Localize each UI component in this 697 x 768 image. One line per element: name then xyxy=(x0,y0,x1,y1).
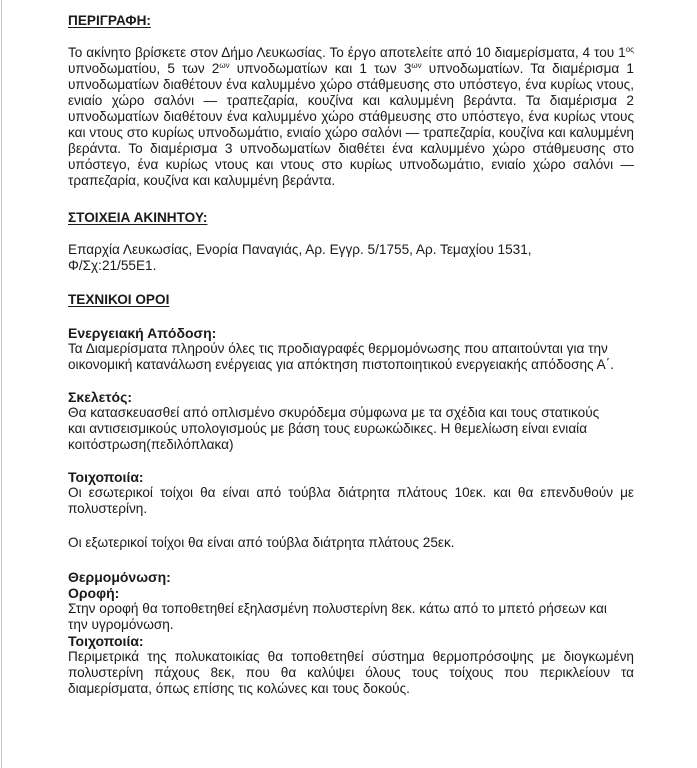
subheading-energy: Ενεργειακή Απόδοση: xyxy=(68,325,217,341)
section-title-technical-terms: ΤΕΧΝΙΚΟΙ ΟΡΟΙ xyxy=(68,292,170,307)
roof-text-line: Στην οροφή θα τοποθετηθεί εξηλασμένη πολυστερίνη 8εκ. κάτω από το μπετό ρήσεων και xyxy=(68,601,607,616)
masonry-external-text: Οι εξωτερικοί τοίχοι θα είναι από τούβλα διάτρητα πλάτους 25εκ. xyxy=(68,535,455,550)
ordinal-superscript: ων xyxy=(219,61,230,70)
subheading-insulation: Θερμομόνωση: xyxy=(68,569,171,585)
energy-text-line: Τα Διαμερίσματα πληρούν όλες τις προδιαγραφές θερμομόνωσης που απαιτούνται για την xyxy=(68,341,608,356)
section-title-description: ΠΕΡΙΓΡΑΦΗ: xyxy=(68,13,151,28)
subheading-wall-insulation: Τοιχοποιία: xyxy=(68,633,144,649)
property-details-line: Φ/Σχ:21/55Ε1. xyxy=(68,258,157,273)
ordinal-superscript: ων xyxy=(411,61,422,70)
subheading-roof: Οροφή: xyxy=(68,585,120,601)
description-text: υπνοδωματίων και 1 των 3 xyxy=(229,61,412,76)
property-details-line: Επαρχία Λευκωσίας, Ενορία Παναγιάς, Αρ. Εγγρ. 5/1755, Αρ. Τεμαχίου 1531, xyxy=(68,242,532,257)
subheading-skeleton: Σκελετός: xyxy=(68,389,133,405)
skeleton-text-line: και αντισεισμικούς υπολογισμούς με βάση τους ευρωκώδικες. Η θεμελίωση είναι ενιαία xyxy=(68,421,588,436)
description-text: υπνοδωματίων. Τα διαμέρισμα 1 υπνοδωματίων διαθέτουν ένα καλυμμένο χώρο στάθμευσης στο υπόστεγο, ένα κυρίως ντους, ενιαίο χώρο σαλόνι — τραπεζαρία, κουζίνα και καλυμμένη βεράντα. Τα διαμέρισμα 2 υπνοδωματίων διαθέτουν ένα καλυμμένο χώρο στάθμευσης στο υπόστεγο, ένα κυρίως ντους και ντους στο κυρίως υπνοδωμάτιο, ενιαίο χώρο σαλόνι — τραπεζαρία, κουζίνα και καλυμμένη βεράντα. Το διαμέρισμα 3 υπνοδωματίων διαθέτει ένα καλυμμένο χώρο στάθμευσης στο υπόστεγο, ένα κυρίως ντους και ντους στο κυρίως υπνοδωμάτιο, ενιαίο χώρο σαλόνι — τραπεζαρία, κουζίνα και καλυμμένη βεράντα. xyxy=(68,61,634,188)
masonry-internal-text: Οι εσωτερικοί τοίχοι θα είναι από τούβλα διάτρητα πλάτους 10εκ. και θα επενδυθούν με πολυστερίνη. xyxy=(68,485,634,516)
page-edge-divider xyxy=(1,0,2,768)
wall-insulation-text: Περιμετρικά της πολυκατοικίας θα τοποθετηθεί σύστημα θερμοπρόσοψης με διογκωμένη πολυστερίνη πάχους 8εκ, που θα καλύψει όλους τους τοίχους που περικλείουν τα διαμερίσματα, όπως επίσης τις κολώνες και τους δοκούς. xyxy=(68,649,634,696)
description-paragraph xyxy=(68,45,634,189)
ordinal-superscript: ος xyxy=(625,45,634,54)
skeleton-text-line: κοιτόστρωση(πεδιλόπλακα) xyxy=(68,437,234,452)
description-text: υπνοδωματίου, 5 των 2 xyxy=(68,61,220,76)
skeleton-text-line: Θα κατασκευασθεί από οπλισμένο σκυρόδεμα σύμφωνα με τα σχέδια και τους στατικούς xyxy=(68,405,600,420)
section-title-property-details: ΣΤΟΙΧΕΙΑ ΑΚΙΝΗΤΟΥ: xyxy=(68,210,208,225)
roof-text-line: την υγρομόνωση. xyxy=(68,617,174,632)
energy-text-line: οικονομική κατανάλωση ενέργειας για απόκτηση πιστοποιητικού ενεργειακής απόδοσης Α΄. xyxy=(68,357,614,372)
subheading-masonry: Τοιχοποιία: xyxy=(68,469,144,485)
description-text: Το ακίνητο βρίσκετε στον Δήμο Λευκωσίας. Το έργο αποτελείτε από 10 διαμερίσματα, 4 του 1 xyxy=(68,45,626,60)
